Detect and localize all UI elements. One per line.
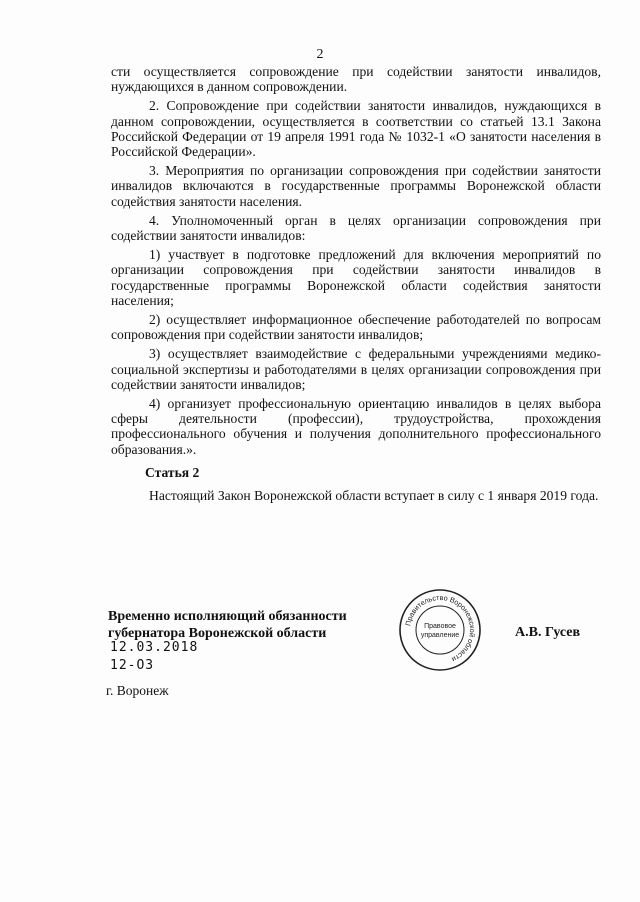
paragraph-item-4: 4. Уполномоченный орган в целях организации сопровождения при содействии занятости инвалидов: <box>111 212 601 244</box>
stamp-inner-ring <box>416 606 464 654</box>
official-stamp <box>398 588 482 672</box>
law-text <box>111 64 601 507</box>
signatory-title <box>108 608 347 642</box>
signing-city: г. Воронеж <box>106 683 169 698</box>
stamp-ring-text: Правительство Воронежской области <box>403 592 478 665</box>
article-heading: Статья 2 <box>145 464 200 480</box>
stamp-outer-ring <box>400 590 480 670</box>
signatory-title-line-2: губернатора Воронежской области <box>108 626 327 641</box>
signatory-title-line-1: Временно исполняющий обязанности <box>108 609 347 624</box>
article-text: Настоящий Закон Воронежской области вступает в силу с 1 января 2019 года. <box>149 488 599 504</box>
stamp-center-line-1: Правовое <box>424 623 456 630</box>
signatory-name: А.В. Гусев <box>515 625 581 640</box>
stamp-center-line-2: управление <box>420 632 460 639</box>
subitem-3: 3) осуществляет взаимодействие с федеральными учреждениями медико-социальной экспертизы и работодателями в целях организации сопровождения при содействии занятости инвалидов; <box>111 346 601 392</box>
paragraph-continuation: сти осуществляется сопровождение при содействии занятости инвалидов, нуждающихся в данном сопровождении. <box>111 64 601 95</box>
page-number: 2 <box>316 47 324 62</box>
subitem-1: 1) участвует в подготовке предложений для включения мероприятий по организации сопровождения при содействии занятости инвалидов в государственные программы Воронежской области содействия занятости населения; <box>111 247 601 308</box>
paragraph-item-3: 3. Мероприятия по организации сопровождения при содействии занятости инвалидов включаются в государственные программы Воронежской области содействия занятости населения. <box>111 163 601 209</box>
signing-date: 12.03.2018 <box>110 640 199 655</box>
subitem-2: 2) осуществляет информационное обеспечение работодателей по вопросам сопровождения при содействии занятости инвалидов; <box>111 312 601 343</box>
subitem-4: 4) организует профессиональную ориентацию инвалидов в целях выбора сферы деятельности (профессии), трудоустройства, прохождения профессионального обучения и получения дополнительного профессионального образования.». <box>111 396 601 457</box>
law-number: 12-ОЗ <box>110 658 155 673</box>
paragraph-item-2: 2. Сопровождение при содействии занятости инвалидов, нуждающихся в данном сопровождении, осуществляется в соответствии со статьей 13.1 Закона Российской Федерации от 19 апреля 1991 года № 1032-1 «О занятости населения в Российской Федерации». <box>111 98 601 160</box>
